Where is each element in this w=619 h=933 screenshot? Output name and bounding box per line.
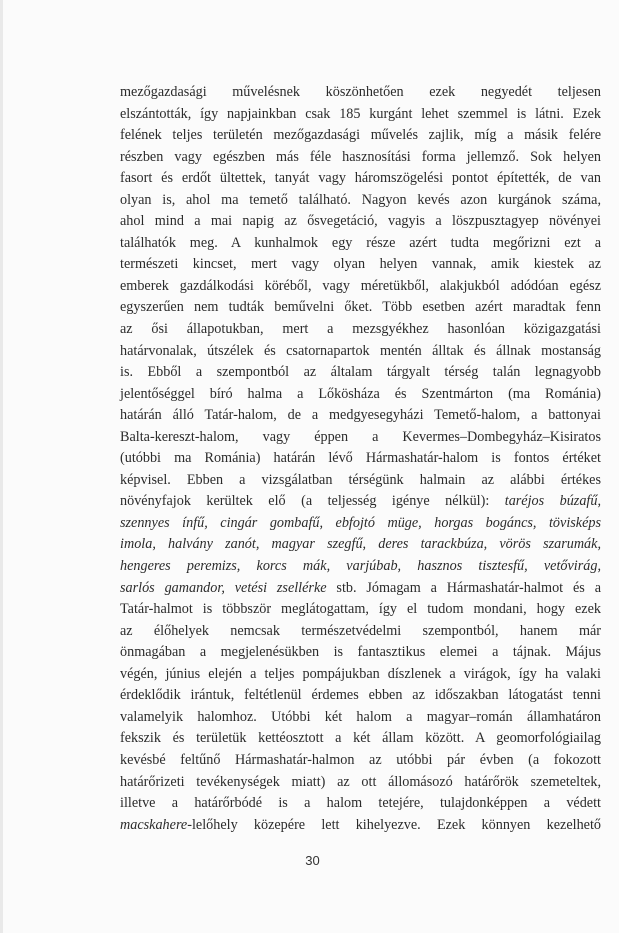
text-segment: határán álló Tatár-halom, de a medgyesegyházi Temető-halom, a battonyai (120, 407, 601, 424)
text-segment: -lelőhely közepére lett kihelyezve. Ezek könnyen kezelhető (187, 816, 601, 833)
text-line (120, 750, 601, 772)
text-segment: is. Ebből a szempontból az általam tárgyalt térség talán legnagyobb (120, 364, 601, 381)
text-line (120, 190, 601, 212)
text-line (120, 685, 601, 707)
text-line (120, 728, 601, 750)
text-line (120, 384, 601, 406)
text-line (120, 405, 601, 427)
text-line (120, 642, 601, 664)
italic-species-name: macskahere (120, 816, 188, 833)
text-segment: felének teljes területén mezőgazdasági művelés zajlik, míg a másik felére (120, 127, 601, 144)
text-segment: elszántották, így napjainkban csak 185 kurgánt lehet szemmel is látni. Ezek (120, 105, 601, 122)
italic-species-name: imola, halvány zanót, magyar szegfű, deres tarackbúza, vörös szarumák, (120, 536, 601, 553)
text-segment: önmagában a megjelenésükben is fantasztikus elemei a tájnak. Május (120, 644, 601, 661)
text-segment: fasort és erdőt ültettek, tanyát vagy háromszögelési pontot építették, de van (120, 170, 601, 187)
text-line (120, 341, 601, 363)
text-segment: találhatók meg. A kunhalmok egy része azért tudta megőrizni ezt a (120, 234, 601, 251)
text-line (120, 556, 601, 578)
text-segment: ahol mind a mai napig az ősvegetáció, vagyis a löszpusztagyep növényei (120, 213, 601, 230)
text-line (120, 427, 601, 449)
text-line (120, 168, 601, 190)
text-segment: Tatár-halmot is többször meglátogattam, így el tudom mondani, hogy ezek (120, 601, 601, 618)
text-segment: kevésbé feltűnő Hármashatár-halmon az utóbbi pár évben (a fokozott (120, 751, 601, 768)
text-line (120, 793, 601, 815)
text-segment: természeti kincset, mert vagy olyan helyen vannak, amik kiestek az (120, 256, 601, 273)
italic-species-name: szennyes ínfű, cingár gombafű, ebfojtó müge, horgas bogáncs, tövisképs (120, 514, 601, 531)
text-line (120, 254, 601, 276)
body-paragraph (120, 82, 601, 836)
text-segment: Balta-kereszt-halom, vagy éppen a Kevermes–Dombegyház–Kisiratos (120, 428, 601, 445)
text-line (120, 125, 601, 147)
text-line (120, 491, 601, 513)
text-line (120, 513, 601, 535)
text-segment: az ősi állapotukban, mert a mezsgyékhez hasonlóan közigazgatási (120, 321, 601, 338)
text-line (120, 362, 601, 384)
text-segment: határőrizeti tevékenységek miatt) az ott állomásozó határőrök szemeteltek, (120, 773, 601, 790)
text-line (120, 664, 601, 686)
italic-species-name: taréjos búzafű, (504, 493, 602, 510)
text-segment: mezőgazdasági művelésnek köszönhetően ezek negyedét teljesen (120, 84, 601, 100)
text-segment: emberek gazdálkodási köréből, vagy méretükből, alakjukból adódóan egész (120, 277, 601, 294)
text-line (120, 82, 601, 104)
text-segment: az élőhelyek nemcsak természetvédelmi szempontból, hanem már (120, 622, 601, 639)
text-segment: érdeklődik irántuk, feltétlenül érdemes ebben az időszakban látogatást tenni (120, 687, 601, 704)
text-segment: határvonalak, útszélek és csatornapartok mentén álltak és állnak mostanság (120, 342, 601, 359)
text-segment: stb. Jómagam a Hármashatár-halmot és a (326, 579, 601, 596)
text-segment: (utóbbi ma Románia) határán lévő Hármashatár-halom is fontos értéket (120, 450, 601, 467)
text-line (120, 276, 601, 298)
text-line (120, 147, 601, 169)
text-line (120, 297, 601, 319)
text-line (120, 319, 601, 341)
text-line (120, 233, 601, 255)
text-segment: olyan is, ahol ma temető található. Nagyon kevés azon kurgánok száma, (120, 191, 601, 208)
text-line (120, 211, 601, 233)
text-line (120, 599, 601, 621)
italic-species-name: sarlós gamandor, vetési zsellérke (120, 579, 327, 596)
text-line (120, 772, 601, 794)
text-segment: fekszik és területük kettéosztott a két állam között. A geomorfológiailag (120, 730, 601, 747)
text-line (120, 534, 601, 556)
text-line (120, 815, 601, 837)
text-segment: valamelyik halomhoz. Utóbbi két halom a magyar–román államhatáron (120, 708, 601, 725)
text-line (120, 448, 601, 470)
text-line (120, 621, 601, 643)
text-segment: egyszerűen nem tudták beművelni őket. Több esetben azért maradtak fenn (120, 299, 601, 316)
text-line (120, 707, 601, 729)
text-segment: végén, június elején a teljes pompájukban díszlenek a virágok, így ha valaki (120, 665, 601, 682)
text-segment: részben vagy egészben más féle hasznosítási forma jellemző. Sok helyen (120, 148, 601, 165)
text-line (120, 578, 601, 600)
page-number: 30 (305, 853, 320, 868)
italic-species-name: hengeres peremizs, korcs mák, varjúbab, hasznos tisztesfű, vetővirág, (120, 558, 601, 575)
text-segment: jelentőséggel bíró halma a Lőkösháza és Szentmárton (ma Románia) (120, 385, 601, 402)
text-segment: képvisel. Ebben a vizsgálatban térségünk halmain az alábbi értékes (120, 471, 601, 488)
text-line (120, 470, 601, 492)
text-segment: növényfajok kerültek elő (a teljesség igénye nélkül): (120, 493, 505, 510)
text-segment: illetve a határőrbódé is a halom tetejére, tulajdonképpen a védett (120, 795, 601, 812)
text-line (120, 104, 601, 126)
